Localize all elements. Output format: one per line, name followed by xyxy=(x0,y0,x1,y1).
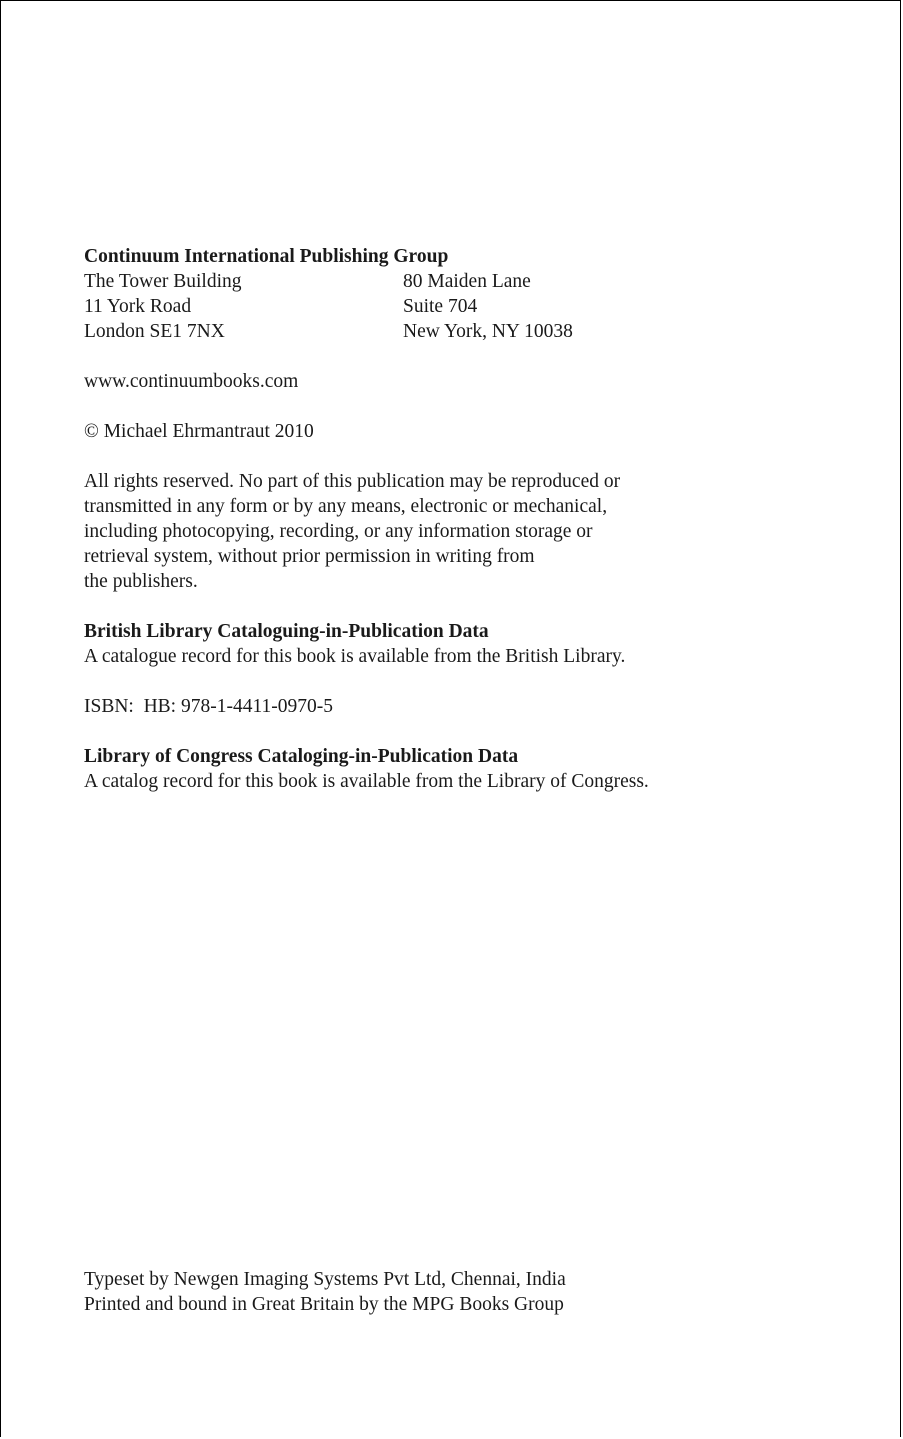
rights-line: the publishers. xyxy=(84,571,198,592)
us-address-line: Suite 704 xyxy=(403,296,478,317)
address-row xyxy=(84,319,804,344)
library-of-congress-text: A catalog record for this book is available from the Library of Congress. xyxy=(84,771,649,792)
rights-line: All rights reserved. No part of this publication may be reproduced or xyxy=(84,471,621,492)
uk-address-line: 11 York Road xyxy=(84,296,192,317)
copyright-page xyxy=(84,244,804,794)
rights-line: retrieval system, without prior permission in writing from xyxy=(84,546,535,567)
library-of-congress-heading: Library of Congress Cataloging-in-Publication Data xyxy=(84,746,519,767)
british-library-heading: British Library Cataloguing-in-Publication Data xyxy=(84,621,489,642)
rights-line: including photocopying, recording, or any information storage or xyxy=(84,521,593,542)
publisher-name: Continuum International Publishing Group xyxy=(84,246,449,267)
us-address-line: 80 Maiden Lane xyxy=(403,271,531,292)
us-address-line: New York, NY 10038 xyxy=(403,321,573,342)
printer-credits xyxy=(84,1267,566,1317)
typeset-credit: Typeset by Newgen Imaging Systems Pvt Ltd, Chennai, India xyxy=(84,1269,566,1290)
publisher-website: www.continuumbooks.com xyxy=(84,371,299,392)
address-row xyxy=(84,269,804,294)
rights-line: transmitted in any form or by any means, electronic or mechanical, xyxy=(84,496,608,517)
copyright-notice: © Michael Ehrmantraut 2010 xyxy=(84,421,314,442)
uk-address-line: The Tower Building xyxy=(84,271,242,292)
uk-address-line: London SE1 7NX xyxy=(84,321,225,342)
address-row xyxy=(84,294,804,319)
isbn: ISBN: HB: 978-1-4411-0970-5 xyxy=(84,696,333,717)
printed-credit: Printed and bound in Great Britain by the MPG Books Group xyxy=(84,1294,564,1315)
british-library-text: A catalogue record for this book is available from the British Library. xyxy=(84,646,626,667)
rights-statement xyxy=(84,469,804,594)
